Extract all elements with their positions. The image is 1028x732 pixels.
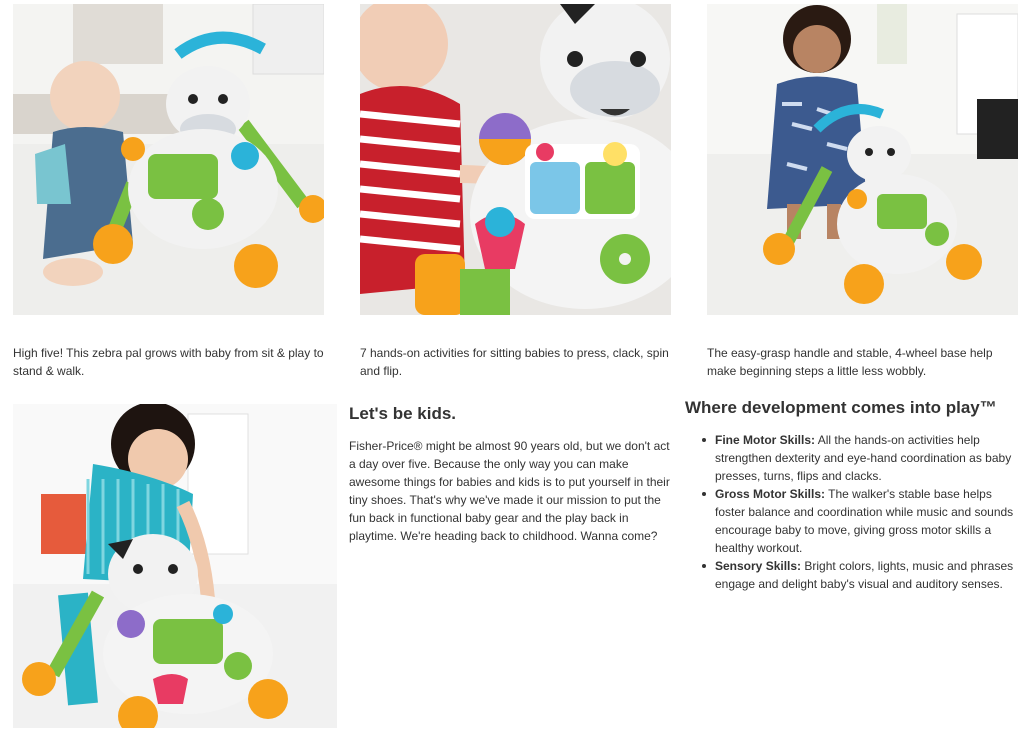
intro-title: Let's be kids. <box>349 404 457 423</box>
development-item-fine-motor <box>715 431 1020 485</box>
product-photo-sit-and-play <box>13 4 324 315</box>
development-item-text: All the hands-on activities help strengthen dexterity and eye-hand coordination as baby presses, turns, flips and clacks. <box>715 433 1012 483</box>
intro-body: Fisher-Price® might be almost 90 years old, but we don't act a day over five. Because the only way you can make awesome things for babies and kids is to put yourself in their tiny shoes. That's why we've made it our mission to put the fun back in functional baby gear and the play back in playtime. We're heading back to childhood. Wanna come? <box>349 439 670 543</box>
caption-activities: 7 hands-on activities for sitting babies to press, clack, spin and flip. <box>360 346 669 378</box>
product-photo-activity-panel <box>360 4 671 315</box>
development-item-label: Sensory Skills: <box>715 559 802 573</box>
product-photo-toddler-walking <box>707 4 1018 315</box>
caption-sit-and-play: High five! This zebra pal grows with baby from sit & play to stand & walk. <box>13 346 324 378</box>
development-item-label: Fine Motor Skills: <box>715 433 816 447</box>
product-photo-toddler-pushing <box>13 404 337 728</box>
development-item-label: Gross Motor Skills: <box>715 487 826 501</box>
development-title: Where development comes into play™ <box>685 398 997 417</box>
caption-handle-base: The easy-grasp handle and stable, 4-wheel base help make beginning steps a little less wobbly. <box>707 346 993 378</box>
development-item-gross-motor <box>715 485 1020 557</box>
development-item-sensory <box>715 557 1020 593</box>
development-item-text: The walker's stable base helps foster balance and coordination while music and sounds encourage baby to move, giving gross motor skills a healthy workout. <box>715 487 1014 555</box>
development-item-text: Bright colors, lights, music and phrases engage and delight baby's visual and auditory senses. <box>715 559 1014 591</box>
development-list <box>715 431 1020 593</box>
